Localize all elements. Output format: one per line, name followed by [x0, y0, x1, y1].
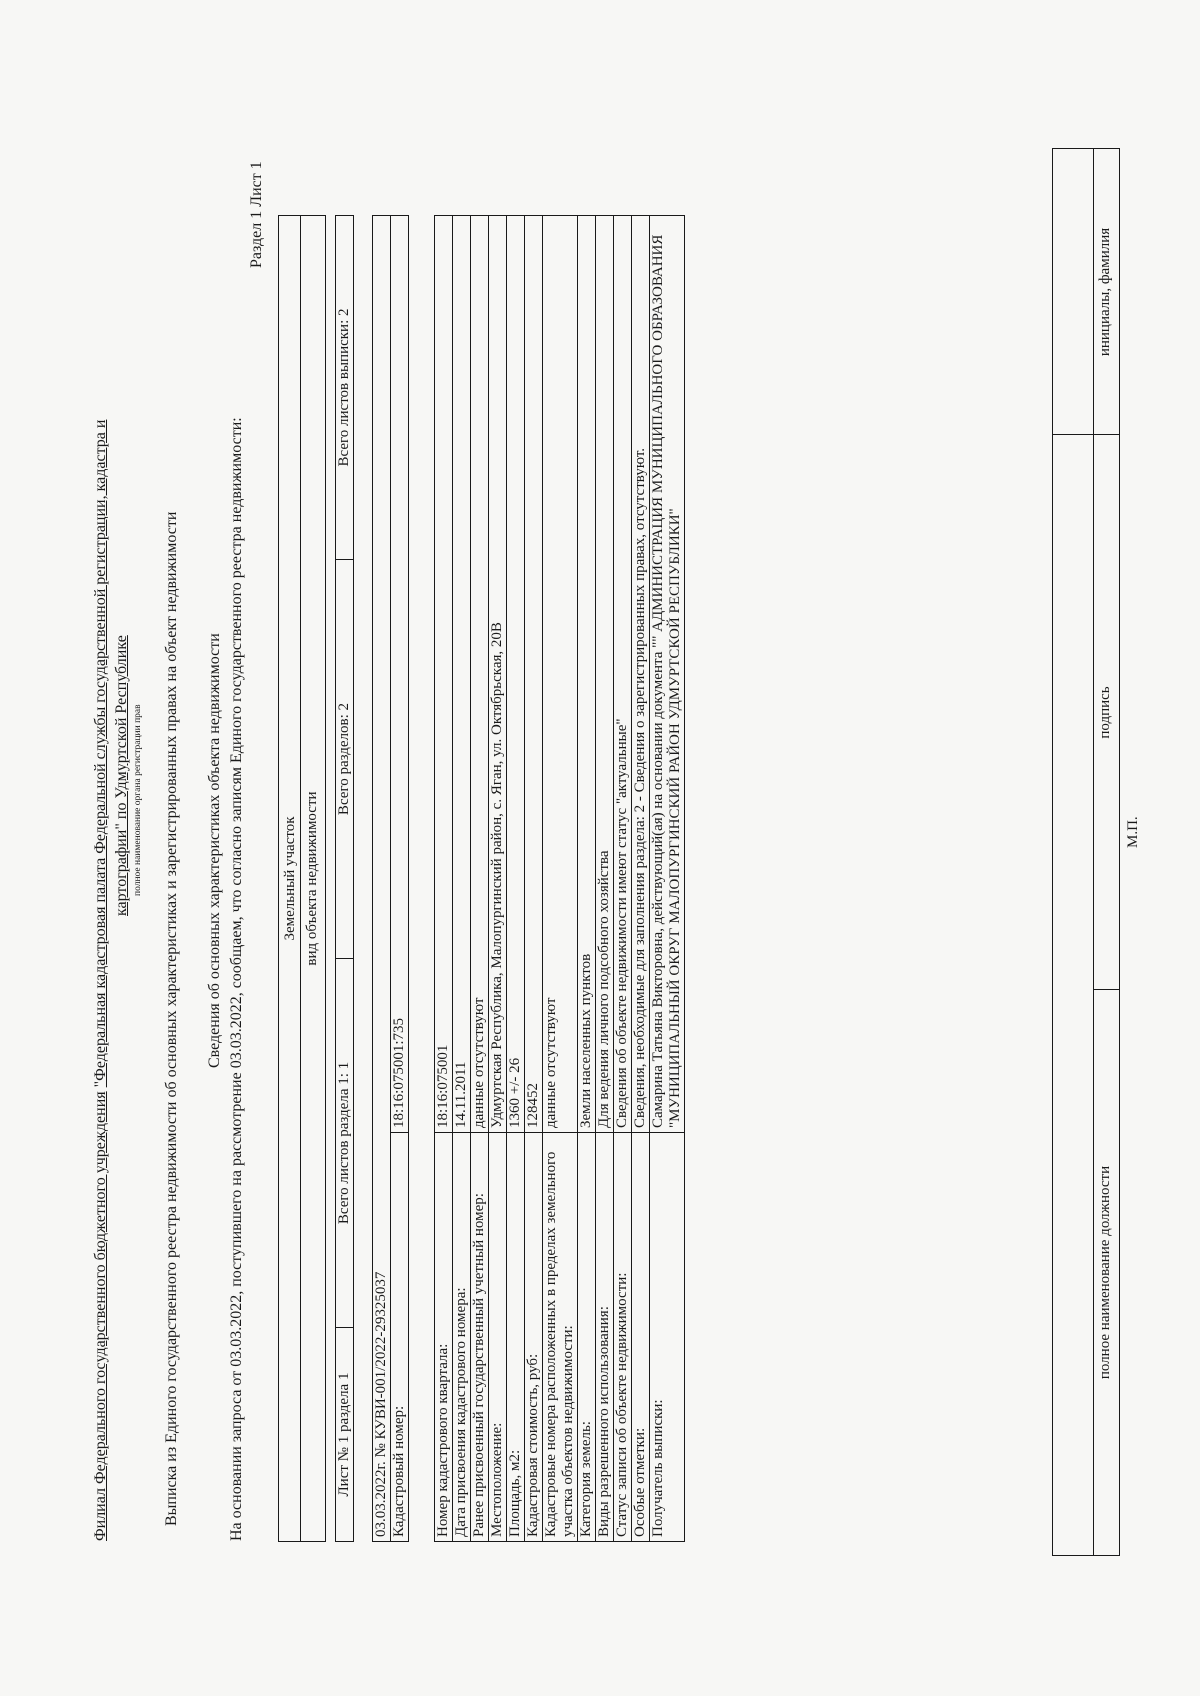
- table-row: [578, 216, 596, 1542]
- row-label: Местоположение:: [489, 1133, 507, 1542]
- document-title: Выписка из Единого государственного реестра недвижимости об основных характеристиках и зарегистрированных правах на объект недвижимости: [163, 511, 180, 1526]
- row-value: данные отсутствуют: [543, 216, 578, 1133]
- org-prefix: Филиал Федерального государственного бюджетного учреждения: [92, 1091, 109, 1541]
- document-subtitle: Сведения об основных характеристиках объекта недвижимости: [206, 633, 223, 1068]
- row-label: Площадь, м2:: [507, 1133, 525, 1542]
- row-value: Земли населенных пунктов: [578, 216, 596, 1133]
- request-number: 03.03.2022г. № КУВИ-001/2022-29325037: [373, 216, 391, 1542]
- sections-total: Всего разделов: 2: [336, 560, 354, 959]
- cadastral-number: 18:16:075001:735: [391, 216, 409, 1133]
- table-row: [596, 216, 614, 1542]
- row-value: Удмуртская Республика, Малопургинский район, с. Яган, ул. Октябрьская, 20В: [489, 216, 507, 1133]
- row-label: Номер кадастрового квартала:: [435, 1133, 453, 1542]
- row-label: Кадастровые номера расположенных в пределах земельного участка объектов недвижимости:: [543, 1133, 578, 1542]
- object-type-box: [278, 215, 326, 1542]
- row-value: Сведения об объекте недвижимости имеют статус "актуальные": [614, 216, 632, 1133]
- row-label: Виды разрешенного использования:: [596, 1133, 614, 1542]
- details-table: [434, 215, 685, 1542]
- row-label: Дата присвоения кадастрового номера:: [453, 1133, 471, 1542]
- signature-caption: подпись: [1097, 686, 1113, 739]
- table-row: [614, 216, 632, 1542]
- position-caption: полное наименование должности: [1097, 1165, 1113, 1380]
- row-value: 18:16:075001: [435, 216, 453, 1133]
- row-label: Кадастровая стоимость, руб:: [525, 1133, 543, 1542]
- object-type-caption: вид объекта недвижимости: [304, 791, 320, 966]
- table-row: [453, 216, 471, 1542]
- row-value: 14.11.2011: [453, 216, 471, 1133]
- cadastral-label: Кадастровый номер:: [391, 1133, 409, 1542]
- row-label: Статус записи об объекте недвижимости:: [614, 1133, 632, 1542]
- row-value: Для ведения личного подсобного хозяйства: [596, 216, 614, 1133]
- row-label: Ранее присвоенный государственный учетный номер:: [471, 1133, 489, 1542]
- org-name-line2: картографии" по Удмуртской Республике: [113, 635, 130, 916]
- row-label: Получатель выписки:: [650, 1133, 685, 1542]
- sheets-in-section: Всего листов раздела 1: 1: [336, 959, 354, 1328]
- sheets-total: Всего листов выписки: 2: [336, 216, 354, 560]
- name-caption: инициалы, фамилия: [1097, 227, 1113, 357]
- table-row: [543, 216, 578, 1542]
- row-label: Категория земель:: [578, 1133, 596, 1542]
- org-name-line1: "Федеральная кадастровая палата Федеральной службы государственной регистрации, кадастра и: [92, 419, 109, 1088]
- request-table: [372, 215, 409, 1542]
- table-row: [471, 216, 489, 1542]
- table-row: [507, 216, 525, 1542]
- sheet-number: Лист № 1 раздела 1: [336, 1328, 354, 1542]
- sheets-table: [335, 215, 354, 1542]
- section-marker: Раздел 1 Лист 1: [248, 161, 265, 268]
- row-value: данные отсутствуют: [471, 216, 489, 1133]
- row-value: 128452: [525, 216, 543, 1133]
- table-row: [632, 216, 650, 1542]
- stamp-placeholder: М.П.: [1125, 816, 1141, 848]
- row-value: Сведения, необходимые для заполнения раздела: 2 - Сведения о зарегистрированных правах, отсутствуют.: [632, 216, 650, 1133]
- org-header: [92, 71, 110, 1541]
- table-row: [489, 216, 507, 1542]
- table-row: [650, 216, 685, 1542]
- row-label: Особые отметки:: [632, 1133, 650, 1542]
- row-value: 1360 +/- 26: [507, 216, 525, 1133]
- row-value: Самарина Татьяна Викторовна, действующий(ая) на основании документа "" АДМИНИСТРАЦИЯ МУНИЦИПАЛЬНОГО ОБРАЗОВАНИЯ "МУНИЦИПАЛЬНЫЙ ОКРУГ МАЛОПУРГИНСКИЙ РАЙОН УДМУРТСКОЙ РЕСПУБЛИКИ": [650, 216, 685, 1133]
- object-type-value: Земельный участок: [282, 216, 301, 1541]
- table-row: [525, 216, 543, 1542]
- table-row: [435, 216, 453, 1542]
- signature-block: [1052, 148, 1120, 1556]
- org-caption: полное наименование органа регистрации прав: [133, 704, 143, 896]
- basis-statement: На основании запроса от 03.03.2022, поступившего на рассмотрение 03.03.2022, сообщаем, что согласно записям Единого государственного реестра недвижимости:: [228, 417, 245, 1541]
